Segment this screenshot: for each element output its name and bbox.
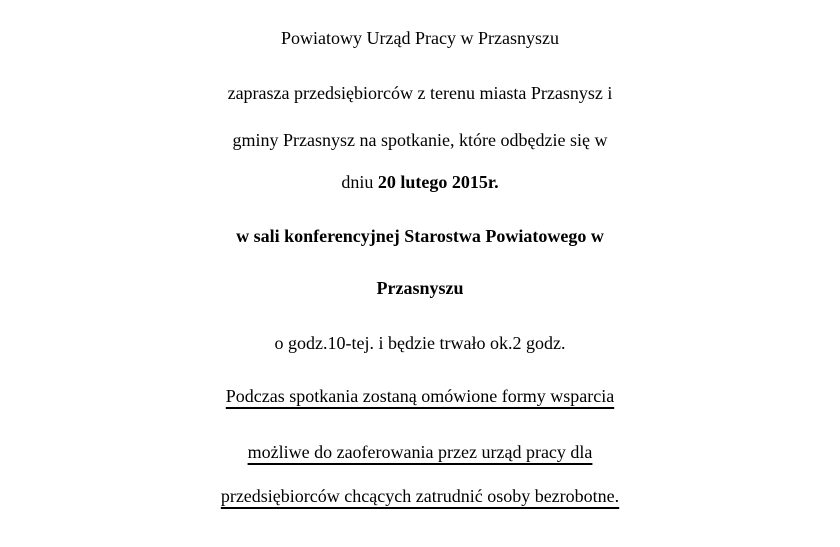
purpose-text-3: przedsiębiorców chcących zatrudnić osoby bezrobotne. <box>220 486 620 506</box>
purpose-line-2 <box>0 434 840 470</box>
date-prefix: dniu <box>341 172 378 192</box>
meeting-date: 20 lutego 2015r. <box>377 172 499 192</box>
venue-line-1: w sali konferencyjnej Starostwa Powiatowego w <box>236 226 604 246</box>
date-line <box>0 164 840 200</box>
purpose-text-2: możliwe do zaoferowania przez urząd pracy dla <box>247 442 593 462</box>
office-heading: Powiatowy Urząd Pracy w Przasnyszu <box>281 28 559 48</box>
purpose-text-1: Podczas spotkania zostaną omówione formy wsparcia <box>225 386 615 406</box>
purpose-line-1 <box>0 378 840 414</box>
time-line: o godz.10-tej. i będzie trwało ok.2 godz. <box>274 333 566 353</box>
invitation-line-1: zaprasza przedsiębiorców z terenu miasta Przasnysz i <box>227 83 613 103</box>
invitation-line-2: gminy Przasnysz na spotkanie, które odbędzie się w <box>232 130 608 150</box>
venue-line-2: Przasnyszu <box>376 278 464 298</box>
purpose-line-3 <box>0 478 840 514</box>
